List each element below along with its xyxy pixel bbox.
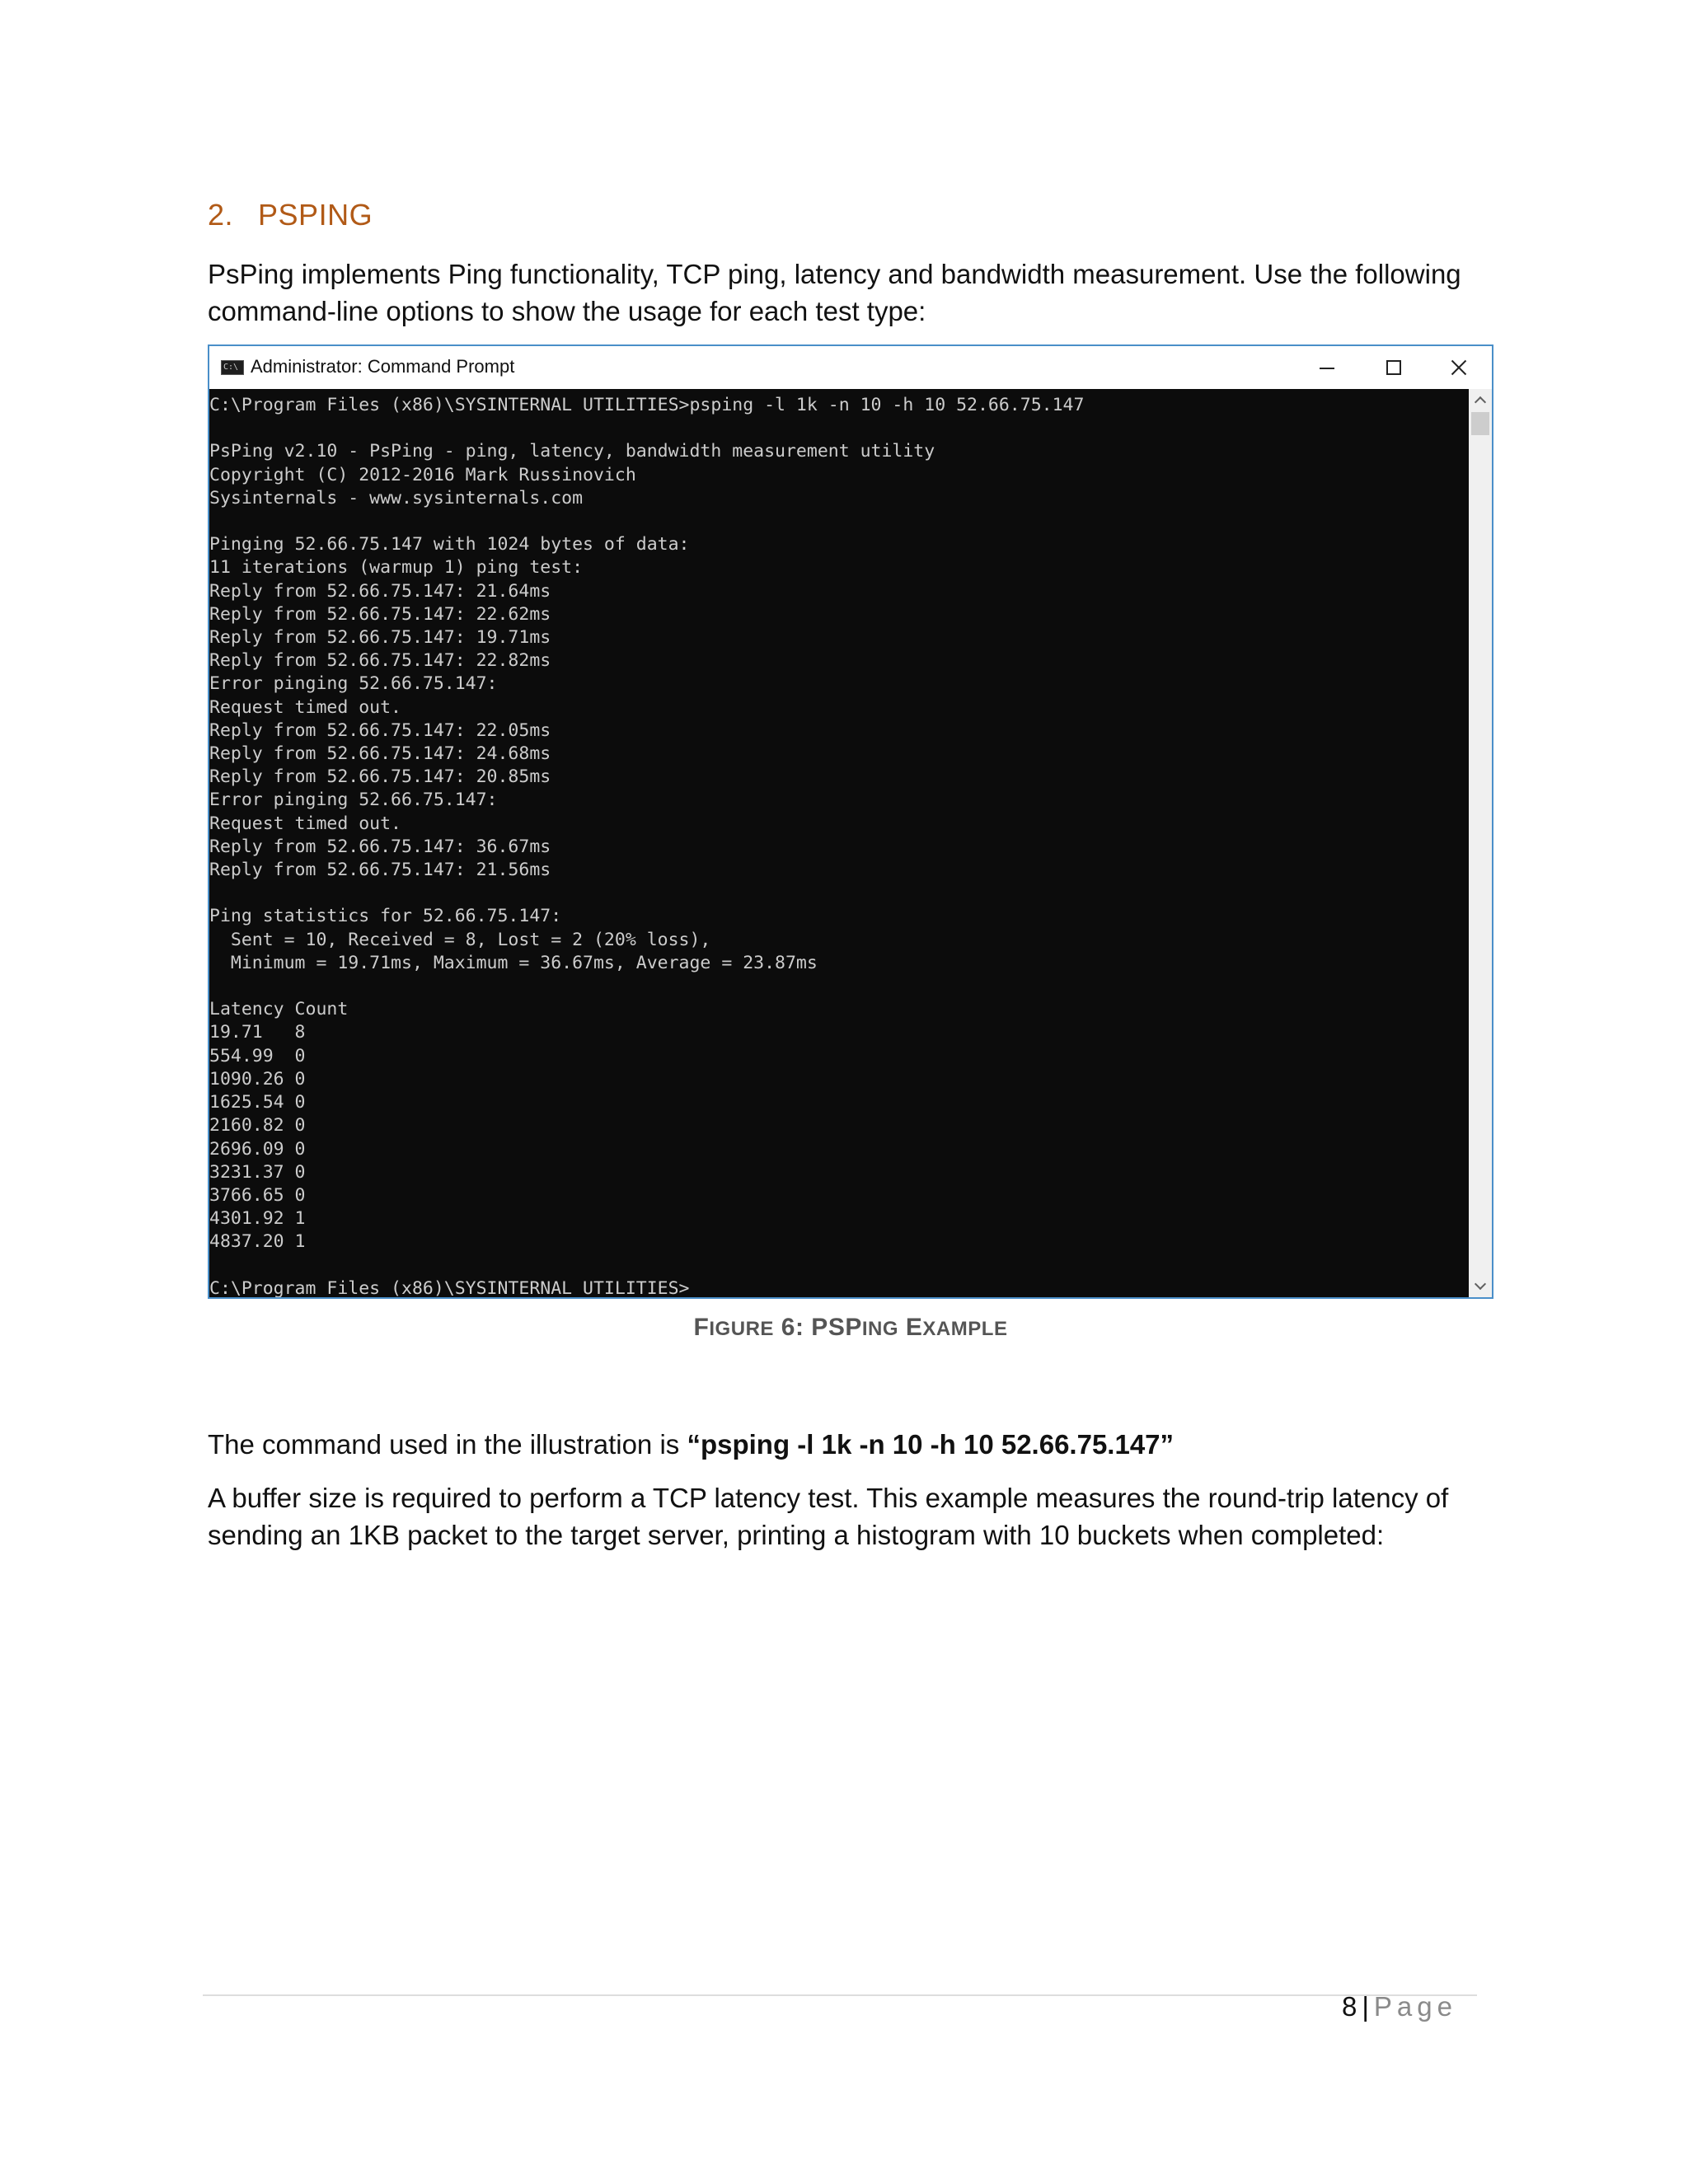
console-line: 2160.82 0 — [209, 1115, 306, 1137]
console-line: C:\Program Files (x86)\SYSINTERNAL UTILITIES>psping -l 1k -n 10 -h 10 52.66.75.147 — [209, 395, 1085, 415]
window-title: Administrator: Command Prompt — [251, 356, 515, 377]
console-line: 11 iterations (warmup 1) ping test: — [209, 557, 584, 579]
section-title: PSPING — [258, 198, 373, 232]
console-line: Sysinternals - www.sysinternals.com — [209, 487, 584, 509]
section-number: 2. — [208, 198, 234, 232]
close-button[interactable] — [1426, 346, 1492, 389]
console-line: Sent = 10, Received = 8, Lost = 2 (20% loss), — [230, 929, 711, 950]
console-line: Reply from 52.66.75.147: 22.05ms — [209, 719, 551, 741]
command-bold: “psping -l 1k -n 10 -h 10 52.66.75.147” — [687, 1429, 1175, 1460]
console-line: 19.71 8 — [209, 1022, 306, 1043]
console-line: Reply from 52.66.75.147: 21.64ms — [209, 580, 551, 602]
footer-divider — [203, 1994, 1477, 1996]
console-line: Error pinging 52.66.75.147: — [209, 790, 498, 811]
console-line: Ping statistics for 52.66.75.147: — [209, 906, 562, 927]
vertical-scrollbar[interactable] — [1469, 389, 1492, 1297]
console-line: Reply from 52.66.75.147: 19.71ms — [209, 627, 551, 649]
caption-text: FIGURE 6: PSPING EXAMPLE — [693, 1314, 1008, 1341]
section-heading — [208, 198, 373, 232]
intro-paragraph: PsPing implements Ping functionality, TCP ping, latency and bandwidth measurement. Use the following command-line options to show the usage for each test type: — [208, 259, 1461, 326]
command-prefix: The command used in the illustration is — [208, 1429, 687, 1460]
command-prompt-window[interactable] — [208, 344, 1493, 1299]
console-line: Reply from 52.66.75.147: 24.68ms — [209, 743, 551, 765]
console-line: Error pinging 52.66.75.147: — [209, 673, 498, 695]
console-line: 1090.26 0 — [209, 1068, 306, 1090]
window-titlebar[interactable] — [209, 346, 1492, 389]
page-footer — [1342, 1991, 1457, 2022]
console-line: Request timed out. — [209, 696, 401, 718]
page-number: 8 — [1341, 1991, 1357, 2022]
description-paragraph: A buffer size is required to perform a TCP latency test. This example measures the round-trip latency of sending an 1KB packet to the target server, printing a histogram with 10 buckets when completed: — [208, 1483, 1449, 1550]
console-line: 554.99 0 — [209, 1045, 306, 1066]
page-separator: | — [1362, 1991, 1369, 2022]
console-line: Pinging 52.66.75.147 with 1024 bytes of data: — [209, 534, 690, 555]
scroll-up-arrow-icon[interactable] — [1469, 389, 1492, 410]
console-line: Reply from 52.66.75.147: 21.56ms — [209, 860, 551, 881]
cmd-icon: C:\ — [221, 360, 244, 375]
console-line: Latency Count — [209, 999, 349, 1020]
console-line: Reply from 52.66.75.147: 22.62ms — [209, 603, 551, 625]
console-output[interactable] — [209, 389, 1469, 1297]
console-line: Reply from 52.66.75.147: 22.82ms — [209, 650, 551, 672]
minimize-button[interactable] — [1294, 346, 1360, 389]
console-line: 4301.92 1 — [209, 1208, 306, 1230]
console-line: 2696.09 0 — [209, 1138, 306, 1160]
scroll-thumb[interactable] — [1471, 412, 1489, 435]
console-text — [209, 389, 1469, 1297]
page-label: Page — [1373, 1991, 1457, 2022]
console-line: 1625.54 0 — [209, 1092, 306, 1113]
console-line: Copyright (C) 2012-2016 Mark Russinovich — [209, 464, 636, 485]
console-line: 3766.65 0 — [209, 1184, 306, 1206]
console-line: PsPing v2.10 - PsPing - ping, latency, bandwidth measurement utility — [209, 441, 935, 462]
scroll-down-arrow-icon[interactable] — [1469, 1276, 1492, 1297]
console-line: Request timed out. — [209, 813, 401, 834]
figure-caption — [208, 1314, 1493, 1342]
console-line: Reply from 52.66.75.147: 36.67ms — [209, 836, 551, 857]
console-line: Reply from 52.66.75.147: 20.85ms — [209, 766, 551, 788]
console-line: 4837.20 1 — [209, 1231, 306, 1253]
console-line: Minimum = 19.71ms, Maximum = 36.67ms, Average = 23.87ms — [230, 952, 818, 973]
console-line: C:\Program Files (x86)\SYSINTERNAL UTILITIES> — [209, 1277, 690, 1297]
maximize-button[interactable] — [1360, 346, 1426, 389]
console-line: 3231.37 0 — [209, 1161, 306, 1183]
command-paragraph — [208, 1426, 1493, 1463]
